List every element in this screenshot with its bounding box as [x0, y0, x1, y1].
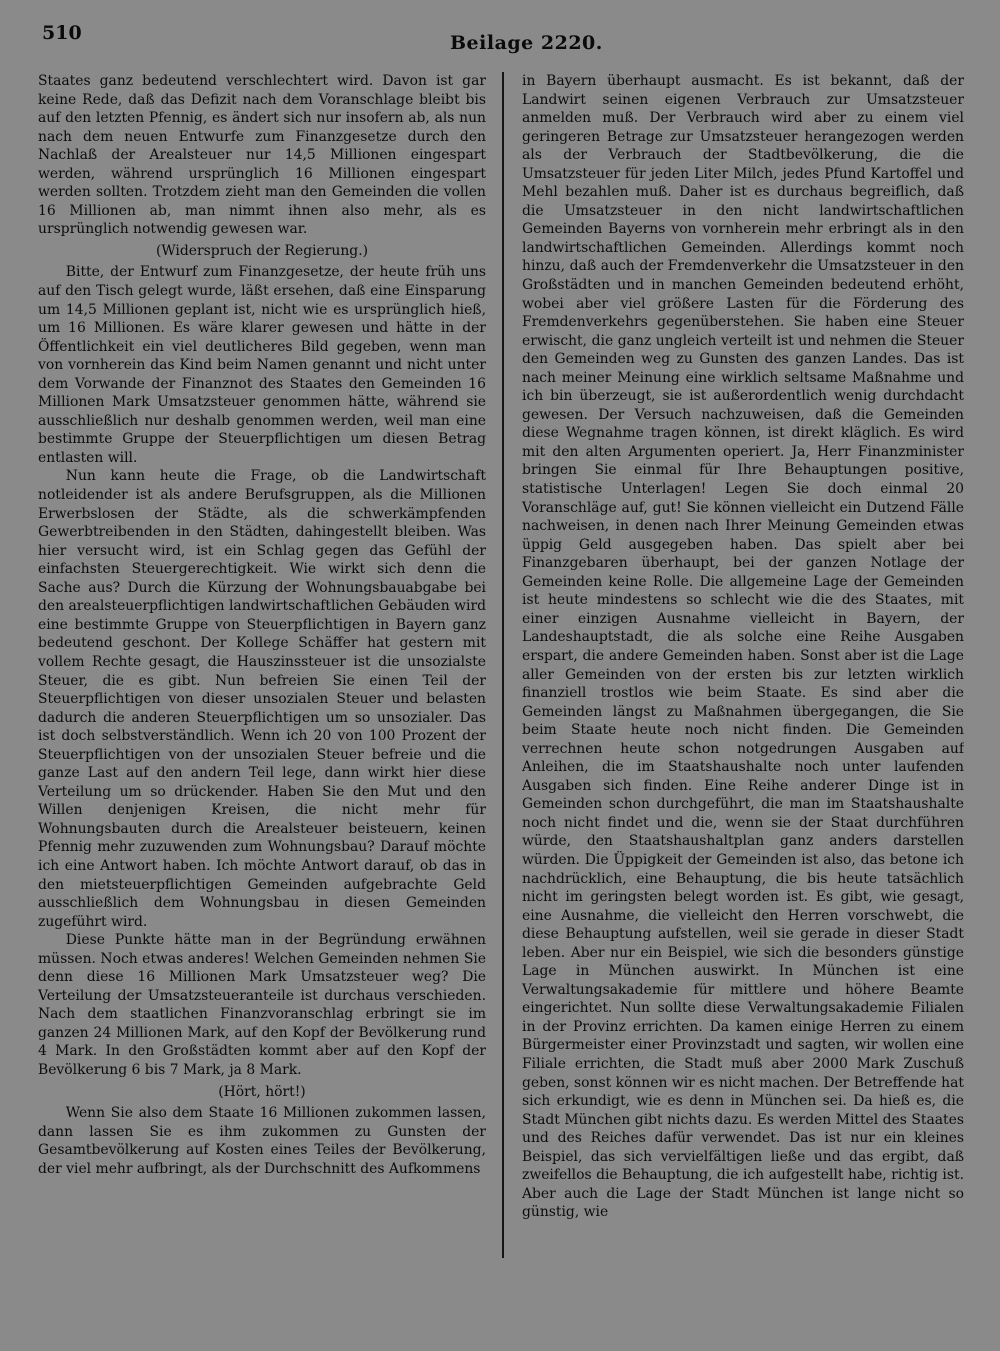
interjection: (Hört, hört!) — [218, 1083, 306, 1100]
paragraph: Wenn Sie also dem Staate 16 Millionen zukommen lassen, dann lassen Sie es ihm zukommen zu Gunsten der Gesamtbevölkerung auf Kosten eines Teiles der Bevölkerung, der viel mehr aufbringt, als der Durchschnitt des Aufkommens — [38, 1105, 486, 1177]
paragraph: Bitte, der Entwurf zum Finanzgesetze, der heute früh uns auf den Tisch gelegt wurde, läßt ersehen, daß eine Einsparung um 14,5 Millionen geplant ist, nicht wie es ursprünglich hieß, um 16 Millionen. Es wäre klarer gewesen und hätte in der Öffentlichkeit ein viel deutlicheres Bild gegeben, wenn man von vornherein das Kind beim Namen genannt und nicht unter dem Vorwande der Finanznot des Staates den Gemeinden 16 Millionen Mark Umsatzsteuer genommen hätte, während sie ausschließlich nur deshalb genommen werden, weil man eine bestimmte Gruppe der Steuerpflichtigen um diesen Betrag entlasten will. — [38, 264, 486, 466]
page-header-title: Beilage 2220. — [450, 32, 603, 54]
paragraph: Diese Punkte hätte man in der Begründung erwähnen müssen. Noch etwas anderes! Welchen Gemeinden nehmen Sie denn diese 16 Millionen Mark Umsatzsteuer weg? Die Verteilung der Umsatzsteueranteile ist durchaus verschieden. Nach dem staatlichen Finanzvoranschlag erbringt sie im ganzen 24 Millionen Mark, auf den Kopf der Bevölkerung rund 4 Mark. In den Großstädten kommt aber auf den Kopf der Bevölkerung 6 bis 7 Mark, ja 8 Mark. — [38, 932, 486, 1078]
column-divider — [502, 72, 504, 1258]
paragraph: in Bayern überhaupt ausmacht. Es ist bekannt, daß der Landwirt seinen eigenen Verbrauch zur Umsatzsteuer anmelden muß. Der Verbrauch wird aber zu einem viel geringeren Betrage zur Umsatzsteuer herangezogen werden als der Verbrauch der Stadtbevölkerung, die die Umsatzsteuer für jeden Liter Milch, jedes Pfund Kartoffel und Mehl bezahlen muß. Daher ist es durchaus begreiflich, daß die Umsatzsteuer in den nicht landwirtschaftlichen Gemeinden Bayerns von vornherein mehr erbringt als in den landwirtschaftlichen Gemeinden. Allerdings kommt noch hinzu, daß auch der Fremdenverkehr die Umsatzsteuer in den Großstädten und in manchen Gemeinden bedeutend erhöht, wobei aber viel größere Lasten für die Förderung des Fremdenverkehrs gegenüberstehen. Sie haben eine Steuer erwischt, die ganz ungleich verteilt ist und nehmen die Steuer den Gemeinden weg zu Gunsten des ganzen Landes. Das ist nach meiner Meinung eine wirklich seltsame Maßnahme und ich bin überzeugt, sie ist außerordentlich wenig durchdacht gewesen. Der Versuch nachzuweisen, daß die Gemeinden diese Wegnahme tragen können, ist direkt kläglich. Es wird mit den alten Argumenten operiert. Ja, Herr Finanzminister bringen Sie einmal für Ihre Behauptungen positive, statistische Unterlagen! Legen Sie doch einmal 20 Voranschläge auf, gut! Sie können vielleicht ein Dutzend Fälle nachweisen, in denen nach Ihrer Meinung Gemeinden etwas üppig Geld ausgegeben haben. Das spielt aber bei Finanzgebaren überhaupt, bei der ganzen Notlage der Gemeinden keine Rolle. Die allgemeine Lage der Gemeinden ist heute mindestens so schlecht wie die des Staates, mit einer einzigen Ausnahme vielleicht in Bayern, der Landeshauptstadt, die als solche eine Reihe Ausgaben erspart, die andere Gemeinden haben. Sonst aber ist die Lage aller Gemeinden von der ersten bis zur letzten wirklich finanziell trostlos wie beim Staate. Es sind aber die Gemeinden längst zu Maßnahmen übergegangen, die Sie beim Staate heute noch nicht finden. Die Gemeinden verrechnen heute schon notgedrungen Ausgaben auf Anleihen, die im Staatshaushalte noch unter laufenden Ausgaben sich finden. Eine Reihe anderer Dinge ist in Gemeinden schon durchgeführt, die man im Staatshaushalte noch nicht findet und die, wenn sie der Staat durchführen würde, den Staatshaushaltplan ganz anders darstellen würden. Die Üppigkeit der Gemeinden ist also, das betone ich nachdrücklich, eine Behauptung, die bis heute tatsächlich nicht im geringsten belegt worden ist. Es gibt, wie gesagt, eine Ausnahme, die vielleicht den Herren vorschwebt, die diese Behauptung aufstellen, weil sie gerade in dieser Stadt leben. Aber nur ein Beispiel, wie sich die besonders günstige Lage in München auswirkt. In München ist eine Verwaltungsakademie für mittlere und höhere Beamte eingerichtet. Nun sollte diese Verwaltungsakademie Filialen in der Provinz errichten. Da kamen einige Herren zu einem Bürgermeister einer Provinzstadt und sagten, wir wollen eine Filiale errichten, die Stadt muß aber 2000 Mark Zuschuß geben, sonst können wir es nicht machen. Der Betreffende hat sich erkundigt, wie es denn in München sei. Da hieß es, die Stadt München gibt nichts dazu. Es werden Mittel des Staates und des Reiches dafür verwendet. Das ist nur ein kleines Beispiel, das sich vervielfältigen ließe und das ergibt, daß zweifellos die Behauptung, die ich aufgestellt habe, richtig ist. Aber auch die Lage der Stadt München ist lange nicht so günstig, wie — [522, 73, 964, 1221]
left-column — [38, 72, 486, 1262]
paragraph: Nun kann heute die Frage, ob die Landwirtschaft notleidender ist als andere Berufsgruppen, als die Millionen Erwerbslosen der Städte, als die schwerkämpfenden Gewerbtreibenden in den Städten, dahingestellt bleiben. Was hier versucht wird, ist ein Schlag gegen das Gefühl der einfachsten Steuergerechtigkeit. Wie wirkt sich denn die Sache aus? Durch die Kürzung der Wohnungsbauabgabe bei den arealsteuerpflichtigen landwirtschaftlichen Gebäuden wird eine bestimmte Gruppe von Steuerpflichtigen in Bayern ganz bedeutend geschont. Der Kollege Schäffer hat gestern mit vollem Rechte gesagt, die Hauszinssteuer ist die unsozialste Steuer, die es gibt. Nun befreien Sie einen Teil der Steuerpflichtigen von dieser unsozialen Steuer und belasten dadurch die anderen Steuerpflichtigen um so unsozialer. Das ist doch selbstverständlich. Wenn ich 20 von 100 Prozent der Steuerpflichtigen von der unsozialen Steuer befreie und die ganze Last auf den andern Teil lege, dann wirkt hier diese Verteilung um so drückender. Haben Sie den Mut und den Willen denjenigen Kreisen, die nicht mehr für Wohnungsbauten durch die Arealsteuer beisteuern, keinen Pfennig mehr zuzuwenden zum Wohnungsbau? Darauf möchte ich eine Antwort haben. Ich möchte Antwort darauf, ob das in den mietsteuerpflichtigen Gemeinden aufgebrachte Geld ausschließlich dem Wohnungsbau in diesen Gemeinden zugeführt wird. — [38, 468, 486, 930]
paragraph: Staates ganz bedeutend verschlechtert wird. Davon ist gar keine Rede, daß das Defizit nach dem Voranschlage bleibt bis auf den letzten Pfennig, es ändert sich nur insofern ab, als nun nach dem neuen Entwurfe zum Finanzgesetze durch den Nachlaß der Arealsteuer nur 14,5 Millionen eingespart werden, während ursprünglich 16 Millionen eingespart werden sollten. Trotzdem zieht man den Gemeinden die vollen 16 Millionen ab, man nimmt ihnen also mehr, als es ursprünglich notwendig gewesen war. — [38, 73, 486, 238]
page-number: 510 — [42, 22, 82, 44]
right-column — [522, 72, 964, 1262]
interjection: (Widerspruch der Regierung.) — [155, 242, 369, 259]
